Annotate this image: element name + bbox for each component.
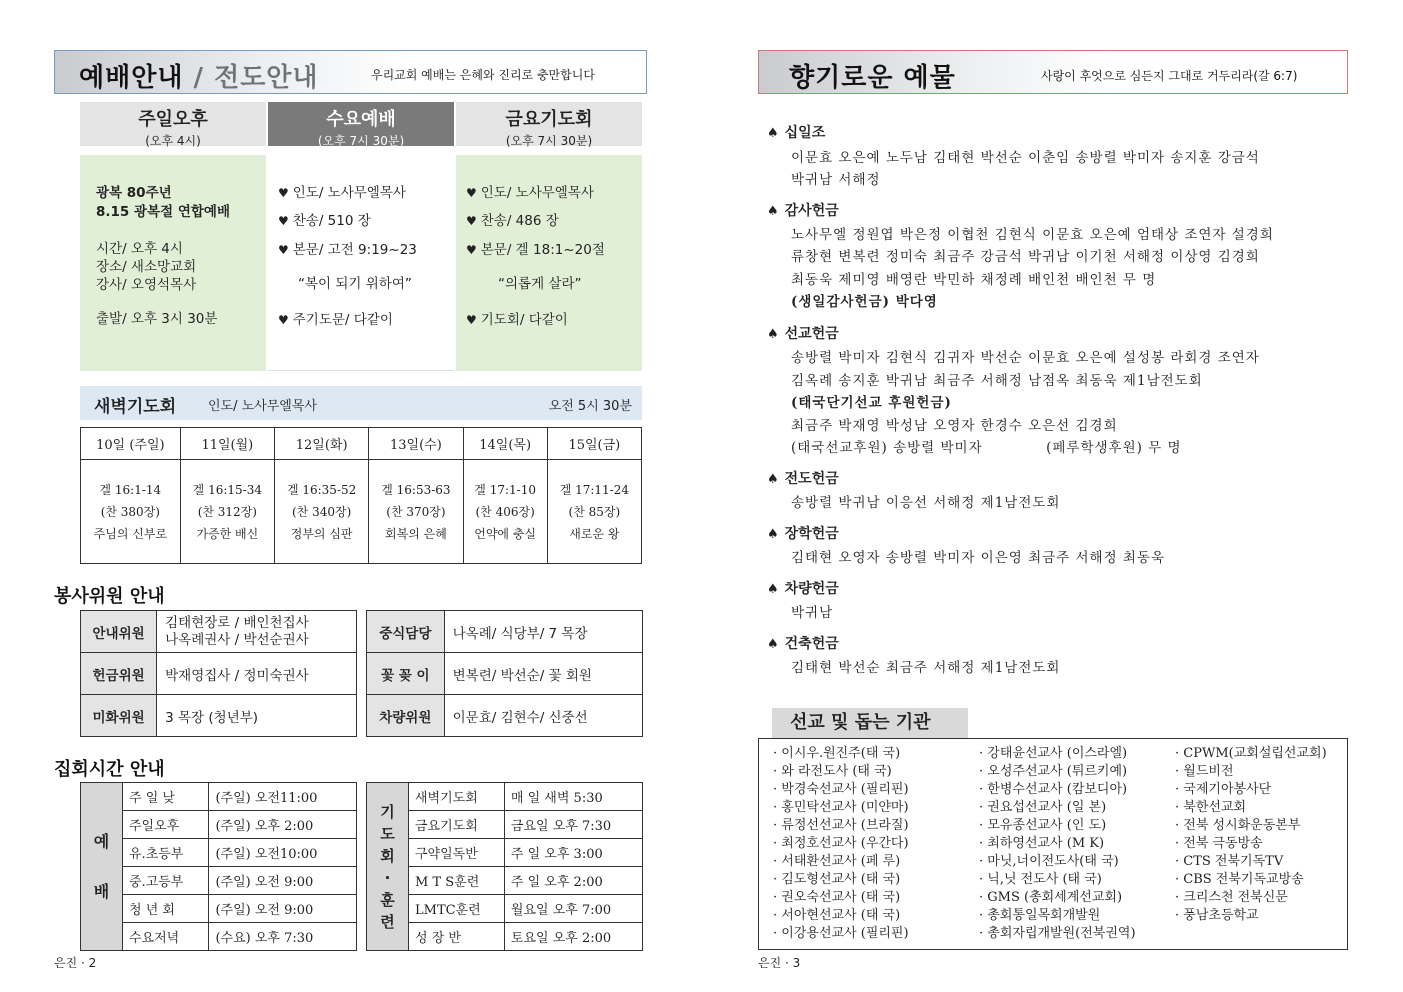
- mission-item: · 월드비전: [1175, 764, 1234, 779]
- offering-line: 송방렬 박귀남 이응선 서해정 제1남전도회: [791, 495, 1061, 511]
- meeting-time: (주일) 오전 9:00: [209, 867, 357, 895]
- mission-item: · 한병수선교사 (캄보디아): [979, 782, 1128, 797]
- meeting-name: 금요기도회: [409, 811, 505, 839]
- info-line: 시간/ 오후 4시: [96, 241, 183, 257]
- meeting-name: 유.초등부: [123, 839, 209, 867]
- mission-column-2: [979, 745, 1136, 943]
- left-page-number: 은진 · 2: [54, 956, 97, 970]
- mission-item: · 전북 극동방송: [1175, 836, 1263, 851]
- mission-item: · 김도형선교사 (태 국): [773, 872, 901, 887]
- day-cell: 겔 16:53-63 (찬 370장) 회복의 은혜: [369, 460, 463, 564]
- mission-item: · CTS 전북기독TV: [1175, 854, 1284, 869]
- mission-item: · 박경숙선교사 (필리핀): [773, 782, 909, 797]
- spade-icon: ♠: [767, 126, 779, 141]
- info-line: 출발/ 오후 3시 30분: [96, 311, 218, 327]
- worship-header-wednesday: 수요예배 (오후 7시 30분): [268, 102, 454, 146]
- mission-list-box: [758, 738, 1348, 950]
- offering-line: (태국선교후원) 송방렬 박미자 (페루학생후원) 무 명: [791, 440, 1182, 456]
- sermon-title: “의롭게 살라”: [498, 276, 582, 292]
- service-section-title: 봉사위원 안내: [54, 586, 165, 607]
- service-label: 차량위원: [367, 695, 445, 737]
- service-value: 김태현장로 / 배인천집사 나옥례권사 / 박선순권사: [157, 611, 357, 653]
- offering-line: 노사무엘 정원엽 박은정 이협천 김현식 이문효 오은예 엄태상 조연자 설경희: [791, 227, 1274, 243]
- day-cell: 겔 16:35-52 (찬 340장) 정부의 심판: [274, 460, 368, 564]
- meeting-name: 주 일 낮: [123, 783, 209, 811]
- day-header: 15일(금): [547, 428, 641, 460]
- day-header: 12일(화): [274, 428, 368, 460]
- meeting-time: (주일) 오후 2:00: [209, 811, 357, 839]
- event-line: 광복 80주년: [96, 185, 172, 201]
- offering-tithe: ♠ 십일조 이문효 오은예 노두남 김태현 박선순 이춘임 송방렬 박미자 송지훈 강금석 박귀남 서해정: [767, 125, 1260, 188]
- spade-icon: ♠: [767, 527, 779, 542]
- info-line: ♥ 인도/ 노사무엘목사: [466, 185, 594, 201]
- info-line: ♥ 기도회/ 다같이: [466, 312, 568, 328]
- mission-column-1: [773, 745, 909, 943]
- heart-icon: ♥: [278, 214, 289, 228]
- spade-icon: ♠: [767, 637, 779, 652]
- spade-icon: ♠: [767, 472, 779, 487]
- service-value: 나옥례/ 식당부/ 7 목장: [444, 611, 642, 653]
- service-value: 변복련/ 박선순/ 꽃 회원: [444, 653, 642, 695]
- dawn-lead: 인도/ 노사무엘목사: [208, 399, 317, 414]
- mission-item: · 이강용선교사 (필리핀): [773, 926, 909, 941]
- spade-icon: ♠: [767, 582, 779, 597]
- worship-side-label: 예 배: [81, 783, 123, 951]
- mission-item: · CPWM(교회설립선교회): [1175, 746, 1327, 761]
- mission-item: · 서태환선교사 (페 루): [773, 854, 901, 869]
- mission-section-title: 선교 및 돕는 기관: [772, 708, 968, 738]
- meeting-time: 주 일 오후 2:00: [504, 867, 642, 895]
- dawn-time: 오전 5시 30분: [548, 399, 632, 414]
- mission-item: · 국제기아봉사단: [1175, 782, 1272, 797]
- offering-line: 김옥례 송지훈 박귀남 최금주 서해정 남점옥 최동욱 제1남전도회: [791, 373, 1203, 389]
- mission-item: · 이시우.원진주(태 국): [773, 746, 901, 761]
- service-value: 3 목장 (청년부): [157, 695, 357, 737]
- info-line: ♥ 본문/ 겔 18:1~20절: [466, 242, 605, 258]
- meeting-name: 새벽기도회: [409, 783, 505, 811]
- offering-building: ♠ 건축헌금 김태현 박선순 최금주 서해정 제1남전도회: [767, 636, 1061, 676]
- meeting-name: M T S훈련: [409, 867, 505, 895]
- service-label: 중식담당: [367, 611, 445, 653]
- heart-icon: ♥: [466, 243, 477, 257]
- meeting-time: 월요일 오후 7:00: [504, 895, 642, 923]
- info-line: ♥ 찬송/ 486 장: [466, 213, 559, 229]
- offering-vehicle: ♠ 차량헌금 박귀남: [767, 581, 839, 621]
- mission-item: · 총회자립개발원(전북권역): [979, 926, 1136, 941]
- info-line: 장소/ 새소망교회: [96, 259, 197, 275]
- meeting-time: (주일) 오전 9:00: [209, 895, 357, 923]
- meeting-time: 매 일 새벽 5:30: [504, 783, 642, 811]
- day-header: 14일(목): [463, 428, 547, 460]
- offering-line: 최동욱 제미영 배영란 박민하 채정례 배인천 배인천 무 명: [791, 272, 1157, 288]
- worship-header-friday: 금요기도회 (오후 7시 30분): [456, 102, 642, 146]
- spade-icon: ♠: [767, 327, 779, 342]
- mission-item: · CBS 전북기독교방송: [1175, 872, 1304, 887]
- dawn-prayer-bar: [80, 386, 642, 420]
- dawn-schedule-table: [80, 427, 642, 564]
- offering-line: 류창현 변복련 정미숙 최금주 강금석 박귀남 이기천 서해정 이상영 김경희: [791, 249, 1260, 265]
- heart-icon: ♥: [278, 186, 289, 200]
- offering-line: (생일감사헌금) 박다영: [791, 294, 938, 310]
- meeting-time: 금요일 오후 7:30: [504, 811, 642, 839]
- day-cell: 겔 16:1-14 (찬 380장) 주님의 신부로: [81, 460, 181, 564]
- meeting-name: 중.고등부: [123, 867, 209, 895]
- service-label: 미화위원: [81, 695, 157, 737]
- mission-item: · 북한선교회: [1175, 800, 1247, 815]
- mission-item: · GMS (총회세계선교회): [979, 890, 1123, 905]
- spade-icon: ♠: [767, 204, 779, 219]
- right-title-box: [758, 50, 1348, 94]
- sunday-pm-column: [80, 155, 266, 371]
- worship-header-sunday: 주일오후 (오후 4시): [80, 102, 266, 146]
- info-line: 강사/ 오영석목사: [96, 277, 197, 293]
- service-table-left: [80, 610, 357, 737]
- right-page-number: 은진 · 3: [758, 956, 801, 970]
- mission-item: · 닉,닛 전도사 (태 국): [979, 872, 1102, 887]
- meeting-name: 청 년 회: [123, 895, 209, 923]
- meeting-time: (주일) 오전10:00: [209, 839, 357, 867]
- service-label: 헌금위원: [81, 653, 157, 695]
- service-table-right: [366, 610, 643, 737]
- offering-line: 김태현 오영자 송방렬 박미자 이은영 최금주 서해정 최동욱: [791, 550, 1166, 566]
- mission-item: · 전북 성시화운동본부: [1175, 818, 1301, 833]
- day-cell: 겔 17:11-24 (찬 85장) 새로운 왕: [547, 460, 641, 564]
- meeting-time: 주 일 오후 3:00: [504, 839, 642, 867]
- service-value: 이문효/ 김현수/ 신중선: [444, 695, 642, 737]
- service-label: 안내위원: [81, 611, 157, 653]
- offering-evangelism: ♠ 전도헌금 송방렬 박귀남 이응선 서해정 제1남전도회: [767, 471, 1061, 511]
- meeting-time: 토요일 오후 2:00: [504, 923, 642, 951]
- dawn-title: 새벽기도회: [94, 397, 177, 417]
- mission-item: · 홍민탁선교사 (미얀마): [773, 800, 909, 815]
- mission-item: · 류정선선교사 (브라질): [773, 818, 909, 833]
- day-header: 11일(월): [180, 428, 274, 460]
- offering-line: (태국단기선교 후원헌금): [791, 395, 952, 411]
- offering-thanks: ♠ 감사헌금 노사무엘 정원엽 박은정 이협천 김현식 이문효 오은예 엄태상 조연자 설경희 류창현 변복련 정미숙 최금주 강금석 박귀남 이기천 서해정 이상영 김경희 최동욱 제미영 배영란 박민하 채정례 배인천 배인천 무 명 (생일감사헌금) 박다영: [767, 203, 1274, 310]
- friday-column: [456, 155, 642, 371]
- mission-item: · 크리스천 전북신문: [1175, 890, 1288, 905]
- meeting-name: 구약일독반: [409, 839, 505, 867]
- left-page-subtitle: 우리교회 예배는 은혜와 진리로 충만합니다: [371, 68, 595, 82]
- offering-line: 최금주 박재영 박성남 오영자 한경수 오은선 김경희: [791, 418, 1118, 434]
- mission-item: · 오성주선교사 (튀르키예): [979, 764, 1128, 779]
- mission-item: · 마닛,너이전도사(태 국): [979, 854, 1119, 869]
- wednesday-column: [268, 155, 454, 371]
- offering-mission: ♠ 선교헌금 송방렬 박미자 김현식 김귀자 박선순 이문효 오은예 설성봉 라회경 조연자 김옥례 송지훈 박귀남 최금주 서해정 남점옥 최동욱 제1남전도회 (태국단기선교 후원헌금) 최금주 박재영 박성남 오영자 한경수 오은선 김경희 (태국선교후원) 송방렬 박미자 (페루학생후원) 무 명: [767, 326, 1260, 456]
- sermon-title: “복이 되기 위하여”: [298, 276, 412, 292]
- right-page-subtitle: 사랑이 후엇으로 심든지 그대로 거두리라(갈 6:7): [1041, 69, 1298, 83]
- meeting-name: 주일오후: [123, 811, 209, 839]
- day-cell: 겔 17:1-10 (찬 406장) 언약에 충실: [463, 460, 547, 564]
- meeting-time: (수요) 오후 7:30: [209, 923, 357, 951]
- prayer-side-label: 기 도 회 · 훈 련: [367, 783, 409, 951]
- mission-item: · 총회통일목회개발원: [979, 908, 1101, 923]
- info-line: ♥ 주기도문/ 다같이: [278, 312, 393, 328]
- mission-item: · 강태윤선교사 (이스라엘): [979, 746, 1128, 761]
- service-value: 박재영집사 / 정미숙권사: [157, 653, 357, 695]
- left-title-box: [54, 50, 647, 94]
- mission-item: · 최하영선교사 (M K): [979, 836, 1105, 851]
- mission-item: · 모유종선교사 (인 도): [979, 818, 1107, 833]
- offering-line: 이문효 오은예 노두남 김태현 박선순 이춘임 송방렬 박미자 송지훈 강금석: [791, 150, 1260, 166]
- offering-scholarship: ♠ 장학헌금 김태현 오영자 송방렬 박미자 이은영 최금주 서해정 최동욱: [767, 526, 1166, 566]
- heart-icon: ♥: [466, 214, 477, 228]
- heart-icon: ♥: [278, 243, 289, 257]
- info-line: ♥ 인도/ 노사무엘목사: [278, 185, 406, 201]
- heart-icon: ♥: [466, 186, 477, 200]
- day-cell: 겔 16:15-34 (찬 312장) 가증한 배신: [180, 460, 274, 564]
- mission-item: · 권요섭선교사 (일 본): [979, 800, 1107, 815]
- meeting-name: LMTC훈련: [409, 895, 505, 923]
- mission-item: · 풍남초등학교: [1175, 908, 1259, 923]
- offering-line: 김태현 박선순 최금주 서해정 제1남전도회: [791, 660, 1061, 676]
- heart-icon: ♥: [466, 313, 477, 327]
- day-header: 10일 (주일): [81, 428, 181, 460]
- mission-item: · 서아현선교사 (태 국): [773, 908, 901, 923]
- worship-times-table: [80, 782, 357, 951]
- mission-item: · 최정호선교사 (우간다): [773, 836, 909, 851]
- mission-item: · 와 라전도사 (태 국): [773, 764, 892, 779]
- right-page-title: 향기로운 예물: [789, 63, 956, 93]
- info-line: ♥ 본문/ 고전 9:19~23: [278, 242, 417, 258]
- service-label: 꽃 꽂 이: [367, 653, 445, 695]
- info-line: ♥ 찬송/ 510 장: [278, 213, 371, 229]
- heart-icon: ♥: [278, 313, 289, 327]
- meeting-time: (주일) 오전11:00: [209, 783, 357, 811]
- offering-line: 송방렬 박미자 김현식 김귀자 박선순 이문효 오은예 설성봉 라회경 조연자: [791, 350, 1260, 366]
- left-page-title: 예배안내 / 전도안내: [79, 63, 319, 93]
- event-line: 8.15 광복절 연합예배: [96, 204, 230, 220]
- mission-column-3: [1175, 745, 1327, 925]
- meeting-name: 성 장 반: [409, 923, 505, 951]
- meeting-name: 수요저녁: [123, 923, 209, 951]
- offering-line: 박귀남: [791, 605, 834, 621]
- offering-line: 박귀남 서해정: [791, 172, 881, 188]
- meeting-section-title: 집회시간 안내: [54, 759, 165, 780]
- day-header: 13일(수): [369, 428, 463, 460]
- prayer-times-table: [366, 782, 643, 951]
- mission-item: · 권오숙선교사 (태 국): [773, 890, 901, 905]
